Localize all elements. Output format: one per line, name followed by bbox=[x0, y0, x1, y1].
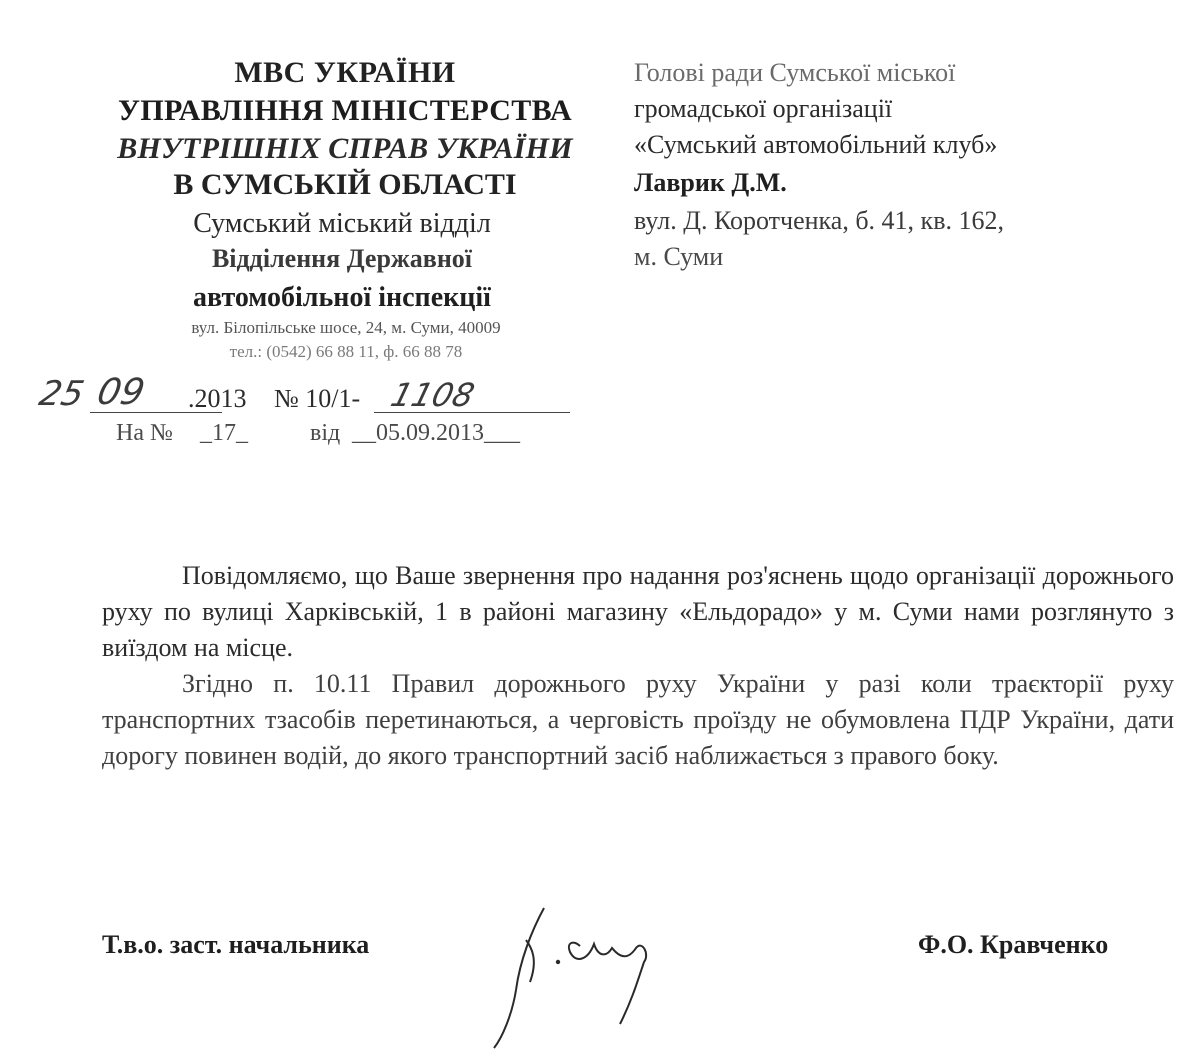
letterhead-address: вул. Білопільське шосе, 24, м. Суми, 40009 bbox=[191, 318, 501, 337]
letterhead-subdivision: Відділення Державної bbox=[211, 244, 473, 273]
handwritten-number: 1108 bbox=[386, 376, 479, 414]
reply-to-label: На № bbox=[116, 420, 173, 446]
recipient-name: Лаврик Д.М. bbox=[634, 168, 787, 197]
signature-stroke-1 bbox=[494, 908, 544, 1048]
signature-dot bbox=[556, 960, 560, 964]
letterhead-department-line2: ВНУТРІШНІХ СПРАВ УКРАЇНИ bbox=[117, 132, 573, 165]
registration-reply-reference bbox=[116, 418, 576, 454]
reply-from-date: __05.09.2013___ bbox=[352, 420, 520, 446]
printed-year: .2013 bbox=[188, 384, 247, 413]
document-number-prefix: № 10/1- bbox=[274, 384, 361, 413]
handwritten-month: 09 bbox=[93, 372, 149, 413]
signatory-position: Т.в.о. заст. начальника bbox=[102, 930, 370, 959]
signatory-name: Ф.О. Кравченко bbox=[918, 930, 1109, 959]
registration-date-number bbox=[35, 372, 580, 418]
letterhead-region: В СУМСЬКІЙ ОБЛАСТІ bbox=[173, 168, 517, 201]
reply-to-number: _17_ bbox=[200, 420, 248, 446]
letterhead-phone: тел.: (0542) 66 88 11, ф. 66 88 78 bbox=[229, 342, 463, 361]
reply-from-label: від bbox=[310, 420, 341, 446]
recipient-line2: громадської організації bbox=[634, 94, 893, 123]
body-paragraph-1: Повідомляємо, що Ваше звернення про надання роз'яснень щодо організації дорожнього руху по вулиці Харківській, 1 в районі магазину «Ельдорадо» у м. Суми нами розглянуто з виїздом на місце. bbox=[102, 561, 1174, 662]
letterhead-inspection: автомобільної інспекції bbox=[193, 282, 491, 313]
handwritten-day: 25 bbox=[35, 374, 88, 414]
recipient-city: м. Суми bbox=[634, 242, 724, 271]
letterhead-city-department: Сумський міський відділ bbox=[193, 208, 491, 239]
recipient-organization: «Сумський автомобільний клуб» bbox=[634, 130, 998, 159]
signature-stroke-3 bbox=[569, 943, 646, 1024]
body-paragraph-2: Згідно п. 10.11 Правил дорожнього руху України у разі коли траєкторії руху транспортних тзасобів перетинаються, а черговість проїзду не обумовлена ПДР України, дати дорогу повинен водій, до якого транспортний засіб наближається з правого боку. bbox=[102, 669, 1174, 770]
handwritten-signature bbox=[480, 900, 670, 1050]
letterhead-department-line1: УПРАВЛІННЯ МІНІСТЕРСТВА bbox=[118, 94, 572, 127]
letterhead-ministry: МВС УКРАЇНИ bbox=[234, 56, 456, 89]
letter-body bbox=[102, 558, 1174, 774]
recipient-line1: Голові ради Сумської міської bbox=[634, 58, 956, 87]
recipient-address: вул. Д. Коротченка, б. 41, кв. 162, bbox=[634, 206, 1004, 235]
